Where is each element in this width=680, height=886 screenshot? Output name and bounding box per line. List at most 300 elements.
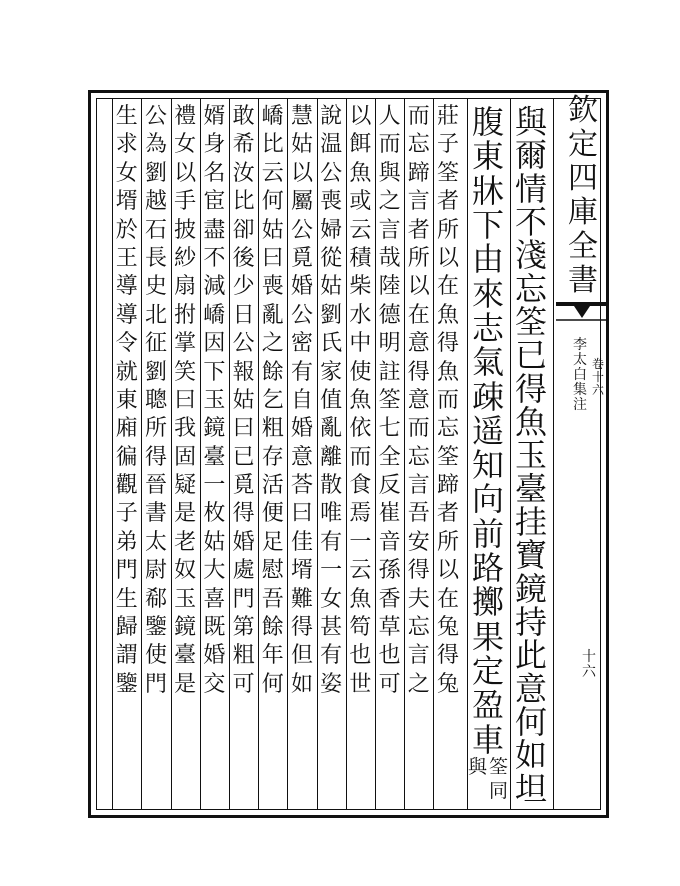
text-char: 覓: [290, 245, 313, 271]
text-char: 與: [514, 103, 547, 141]
book-name-char: 注: [573, 397, 587, 413]
text-char: 意: [407, 331, 430, 357]
text-char: 子: [436, 132, 459, 158]
text-char: 尉: [144, 558, 167, 584]
commentary-column: [347, 106, 373, 806]
text-char: 寶: [514, 536, 547, 575]
text-char: 北: [144, 302, 167, 328]
column-rule: [229, 98, 230, 810]
text-char: 可: [378, 671, 401, 697]
text-char: 粗: [261, 416, 284, 442]
text-char: 已: [232, 444, 255, 470]
text-char: 活: [261, 473, 284, 499]
text-char: 知: [471, 446, 504, 485]
text-char: 兔: [436, 615, 459, 641]
text-char: 筌: [436, 160, 459, 186]
text-char: 所: [144, 416, 167, 442]
text-char: 自: [290, 387, 313, 413]
text-char: 此: [514, 636, 547, 675]
text-char: 曰: [232, 416, 255, 442]
text-char: 蹄: [436, 473, 459, 499]
text-char: 云: [349, 217, 372, 243]
annotation-char: 與: [467, 755, 487, 778]
column-rule: [346, 98, 347, 810]
text-char: 淺: [514, 236, 547, 275]
text-char: 就: [115, 359, 138, 385]
text-char: 荅: [290, 473, 313, 499]
text-char: 求: [115, 132, 138, 158]
text-char: 粗: [232, 643, 255, 669]
text-char: 既: [203, 615, 226, 641]
text-char: 離: [320, 444, 343, 470]
text-char: 喜: [203, 586, 226, 612]
text-char: 云: [261, 160, 284, 186]
text-char: 我: [174, 416, 197, 442]
text-char: 玉: [514, 436, 547, 475]
text-char: 報: [232, 359, 255, 385]
folio-char: 十: [582, 649, 596, 665]
text-char: 忘: [407, 615, 430, 641]
text-char: 鏡: [174, 615, 197, 641]
text-char: 情: [514, 169, 547, 208]
text-char: 言: [378, 217, 401, 243]
text-char: 魚: [349, 160, 372, 186]
banner-title-char: 四: [568, 161, 598, 196]
text-char: 日: [232, 302, 255, 328]
text-char: 兔: [436, 671, 459, 697]
commentary-column: [172, 106, 198, 806]
text-char: 禮: [174, 104, 197, 129]
text-char: 說: [320, 104, 343, 129]
text-char: 家: [320, 359, 343, 385]
text-char: 一: [203, 473, 226, 499]
commentary-column: [289, 106, 315, 806]
text-char: 積: [349, 245, 372, 271]
text-char: 德: [378, 302, 401, 328]
text-char: 身: [203, 132, 226, 158]
text-char: 鏡: [514, 569, 547, 608]
text-char: 固: [174, 444, 197, 470]
text-char: 姑: [320, 274, 343, 300]
annotation-char: 同: [489, 779, 509, 802]
text-char: 忘: [436, 416, 459, 442]
text-char: 在: [436, 586, 459, 612]
text-char: 比: [261, 132, 284, 158]
text-char: 之: [407, 671, 430, 697]
text-char: 門: [115, 558, 138, 584]
text-char: 得: [232, 501, 255, 527]
text-char: 蹄: [407, 160, 430, 186]
text-char: 姿: [320, 671, 343, 697]
text-char: 女: [115, 160, 138, 186]
text-char: 氣: [471, 343, 504, 382]
text-char: 陸: [378, 274, 401, 300]
text-char: 香: [378, 586, 401, 612]
text-char: 生: [115, 104, 138, 129]
text-char: 得: [436, 643, 459, 669]
text-char: 反: [378, 473, 401, 499]
annotation-subcolumn: [489, 755, 509, 806]
banner-title-char: 庫: [568, 195, 598, 230]
text-char: 得: [514, 369, 547, 408]
column-rule: [171, 98, 172, 810]
text-char: 世: [349, 671, 372, 697]
text-char: 希: [232, 132, 255, 158]
text-char: 在: [436, 274, 459, 300]
text-char: 東: [115, 387, 138, 413]
text-char: 屬: [290, 189, 313, 215]
text-char: 曰: [290, 501, 313, 527]
text-char: 之: [378, 189, 401, 215]
text-char: 不: [203, 245, 226, 271]
text-char: 東: [471, 137, 504, 176]
text-char: 下: [471, 205, 504, 244]
text-char: 婚: [232, 529, 255, 555]
text-char: 便: [261, 501, 284, 527]
text-char: 者: [407, 217, 430, 243]
text-char: 枚: [203, 501, 226, 527]
text-char: 路: [471, 549, 504, 588]
text-char: 太: [144, 529, 167, 555]
text-char: 夫: [407, 586, 430, 612]
text-char: 乞: [261, 387, 284, 413]
text-char: 於: [115, 217, 138, 243]
commentary-column: [318, 106, 344, 806]
text-char: 但: [290, 643, 313, 669]
column-rule: [287, 98, 288, 810]
text-char: 玉: [203, 387, 226, 413]
text-char: 意: [514, 669, 547, 708]
text-char: 一: [320, 558, 343, 584]
column-rule: [375, 98, 376, 810]
text-char: 第: [232, 615, 255, 641]
text-char: 婦: [320, 217, 343, 243]
column-rule: [200, 98, 201, 810]
text-char: 遥: [471, 411, 504, 450]
text-char: 餘: [261, 359, 284, 385]
text-char: 謂: [115, 643, 138, 669]
text-char: 有: [290, 359, 313, 385]
volume-char: 十: [592, 370, 605, 384]
column-rule: [258, 98, 259, 810]
text-char: 忘: [407, 444, 430, 470]
column-rule: [404, 98, 405, 810]
text-char: 石: [144, 217, 167, 243]
text-char: 不: [514, 202, 547, 241]
text-char: 晉: [144, 473, 167, 499]
annotation-char: 筌: [489, 755, 509, 778]
text-char: 導: [115, 302, 138, 328]
text-char: 如: [514, 736, 547, 775]
text-char: 交: [203, 671, 226, 697]
text-char: 覓: [232, 473, 255, 499]
text-char: 中: [349, 331, 372, 357]
book-name-char: 李: [573, 337, 587, 353]
text-char: 者: [436, 189, 459, 215]
text-char: 在: [407, 302, 430, 328]
text-char: 得: [290, 615, 313, 641]
text-char: 氏: [320, 331, 343, 357]
text-char: 公: [290, 217, 313, 243]
text-char: 以: [407, 274, 430, 300]
text-char: 言: [407, 189, 430, 215]
text-char: 甚: [320, 615, 343, 641]
text-char: 所: [436, 217, 459, 243]
text-char: 足: [261, 529, 284, 555]
text-char: 挂: [514, 502, 547, 541]
text-char: 果: [471, 617, 504, 656]
text-char: 笑: [174, 359, 197, 385]
text-char: 而: [407, 416, 430, 442]
text-char: 公: [144, 104, 167, 129]
text-char: 曰: [174, 387, 197, 413]
folio-number: [582, 650, 596, 680]
text-char: 也: [378, 643, 401, 669]
text-char: 喪: [261, 274, 284, 300]
text-char: 婚: [203, 643, 226, 669]
text-char: 言: [407, 473, 430, 499]
book-name-char: 太: [573, 352, 587, 368]
text-char: 前: [471, 514, 504, 553]
text-char: 疎: [471, 377, 504, 416]
text-char: 名: [203, 160, 226, 186]
text-char: 盡: [203, 217, 226, 243]
text-char: 處: [232, 558, 255, 584]
banner-title-char: 全: [568, 229, 598, 264]
text-char: 定: [471, 652, 504, 690]
text-char: 玉: [174, 586, 197, 612]
text-char: 得: [407, 359, 430, 385]
book-name-char: 白: [573, 367, 587, 383]
text-char: 所: [436, 529, 459, 555]
text-char: 廂: [115, 416, 138, 442]
text-char: 卻: [232, 217, 255, 243]
banner-title-char: 定: [568, 127, 598, 162]
text-char: 依: [349, 416, 372, 442]
text-char: 得: [144, 444, 167, 470]
text-char: 為: [144, 132, 167, 158]
text-char: 公: [320, 160, 343, 186]
text-char: 筌: [514, 302, 547, 341]
volume-char: 六: [592, 383, 605, 397]
text-char: 言: [407, 643, 430, 669]
text-char: 得: [407, 558, 430, 584]
book-name: [573, 338, 587, 413]
text-char: 姑: [203, 529, 226, 555]
text-char: 以: [290, 160, 313, 186]
text-char: 觀: [115, 473, 138, 499]
commentary-column: [201, 106, 227, 806]
text-char: 婚: [290, 416, 313, 442]
text-char: 散: [320, 473, 343, 499]
text-char: 魚: [436, 302, 459, 328]
text-char: 柴: [349, 274, 372, 300]
text-char: 孫: [378, 558, 401, 584]
text-char: 臺: [514, 469, 547, 508]
banner-rule: [553, 98, 554, 810]
text-char: 有: [320, 643, 343, 669]
text-char: 扇: [174, 274, 197, 300]
text-char: 存: [261, 444, 284, 470]
text-char: 因: [203, 331, 226, 357]
text-char: 持: [514, 602, 547, 641]
text-char: 掌: [174, 331, 197, 357]
text-char: 車: [471, 720, 504, 759]
text-char: 喪: [320, 189, 343, 215]
text-char: 腹: [471, 103, 504, 141]
text-char: 嶠: [203, 302, 226, 328]
text-char: 全: [378, 444, 401, 470]
text-char: 與: [378, 160, 401, 186]
text-char: 拊: [174, 302, 197, 328]
text-char: 明: [378, 331, 401, 357]
text-char: 姑: [290, 132, 313, 158]
text-char: 難: [290, 586, 313, 612]
text-char: 越: [144, 189, 167, 215]
text-char: 徧: [115, 444, 138, 470]
text-char: 何: [261, 671, 284, 697]
text-char: 向: [471, 480, 504, 519]
text-char: 而: [378, 132, 401, 158]
text-char: 爾: [514, 136, 547, 175]
text-char: 吾: [261, 586, 284, 612]
text-char: 何: [514, 702, 547, 741]
text-char: 奴: [174, 558, 197, 584]
text-char: 云: [349, 558, 372, 584]
text-char: 歸: [115, 615, 138, 641]
text-char: 婿: [203, 104, 226, 129]
text-char: 生: [115, 586, 138, 612]
text-char: 音: [378, 529, 401, 555]
text-char: 忘: [514, 269, 547, 308]
text-char: 魚: [436, 359, 459, 385]
text-char: 已: [514, 336, 547, 375]
commentary-column: [114, 106, 140, 806]
column-rule: [112, 98, 113, 810]
text-char: 汝: [232, 160, 255, 186]
column-rule: [467, 98, 468, 810]
column-rule: [317, 98, 318, 810]
text-char: 使: [144, 643, 167, 669]
text-char: 佳: [290, 529, 313, 555]
text-char: 減: [203, 274, 226, 300]
text-char: 書: [144, 501, 167, 527]
commentary-column: [435, 106, 461, 806]
text-char: 疑: [174, 473, 197, 499]
text-char: 劉: [144, 160, 167, 186]
banner-title-char: 書: [568, 263, 598, 298]
text-char: 得: [436, 331, 459, 357]
text-char: 餘: [261, 615, 284, 641]
text-char: 值: [320, 387, 343, 413]
text-char: 令: [115, 331, 138, 357]
text-char: 征: [144, 331, 167, 357]
fish-tail-mark: [556, 300, 608, 322]
text-char: 史: [144, 274, 167, 300]
text-char: 莊: [436, 104, 459, 129]
text-char: 公: [232, 331, 255, 357]
text-char: 慧: [290, 104, 313, 129]
text-char: 哉: [378, 245, 401, 271]
text-char: 鑒: [144, 615, 167, 641]
text-char: 忘: [407, 132, 430, 158]
text-char: 以: [174, 160, 197, 186]
book-name-char: 集: [573, 382, 587, 398]
text-char: 坦: [514, 769, 547, 808]
commentary-column: [231, 106, 257, 806]
text-char: 一: [349, 529, 372, 555]
text-char: 長: [144, 245, 167, 271]
text-char: 以: [436, 558, 459, 584]
text-char: 郗: [144, 586, 167, 612]
text-char: 草: [378, 615, 401, 641]
text-char: 温: [320, 132, 343, 158]
text-char: 紗: [174, 245, 197, 271]
text-char: 使: [349, 359, 372, 385]
commentary-column: [143, 106, 169, 806]
text-char: 筌: [436, 444, 459, 470]
folio-char: 六: [582, 664, 596, 680]
text-char: 或: [349, 189, 372, 215]
text-char: 密: [290, 331, 313, 357]
text-char: 者: [436, 501, 459, 527]
text-char: 鑒: [115, 671, 138, 697]
volume-char: 卷: [592, 357, 605, 371]
text-char: 亂: [320, 416, 343, 442]
text-char: 有: [320, 529, 343, 555]
text-char: 從: [320, 245, 343, 271]
text-char: 婚: [290, 274, 313, 300]
main-text-column: [467, 103, 509, 806]
text-char: 崔: [378, 501, 401, 527]
text-char: 擲: [471, 583, 504, 622]
text-char: 焉: [349, 501, 372, 527]
text-char: 如: [290, 671, 313, 697]
text-char: 宦: [203, 189, 226, 215]
text-char: 老: [174, 529, 197, 555]
text-char: 導: [115, 274, 138, 300]
text-char: 劉: [144, 359, 167, 385]
text-char: 志: [471, 308, 504, 347]
text-char: 而: [407, 104, 430, 129]
text-char: 以: [436, 245, 459, 271]
text-char: 所: [407, 245, 430, 271]
text-char: 壻: [115, 189, 138, 215]
text-char: 嶠: [261, 104, 284, 129]
text-char: 來: [471, 274, 504, 313]
text-char: 餌: [349, 132, 372, 158]
text-char: 臺: [174, 643, 197, 669]
text-char: 披: [174, 217, 197, 243]
text-char: 曰: [261, 245, 284, 271]
text-char: 弟: [115, 529, 138, 555]
column-rule: [433, 98, 434, 810]
text-char: 由: [471, 240, 504, 279]
text-char: 意: [407, 387, 430, 413]
text-char: 姑: [232, 387, 255, 413]
inline-annotation: [467, 755, 509, 806]
text-char: 女: [320, 586, 343, 612]
text-char: 姑: [261, 217, 284, 243]
text-char: 是: [174, 671, 197, 697]
column-rule: [141, 98, 142, 810]
banner-title: [566, 93, 600, 300]
text-char: 慰: [261, 558, 284, 584]
volume-number: [592, 358, 604, 397]
text-char: 魚: [514, 402, 547, 441]
text-char: 女: [174, 132, 197, 158]
text-char: 以: [349, 104, 372, 129]
